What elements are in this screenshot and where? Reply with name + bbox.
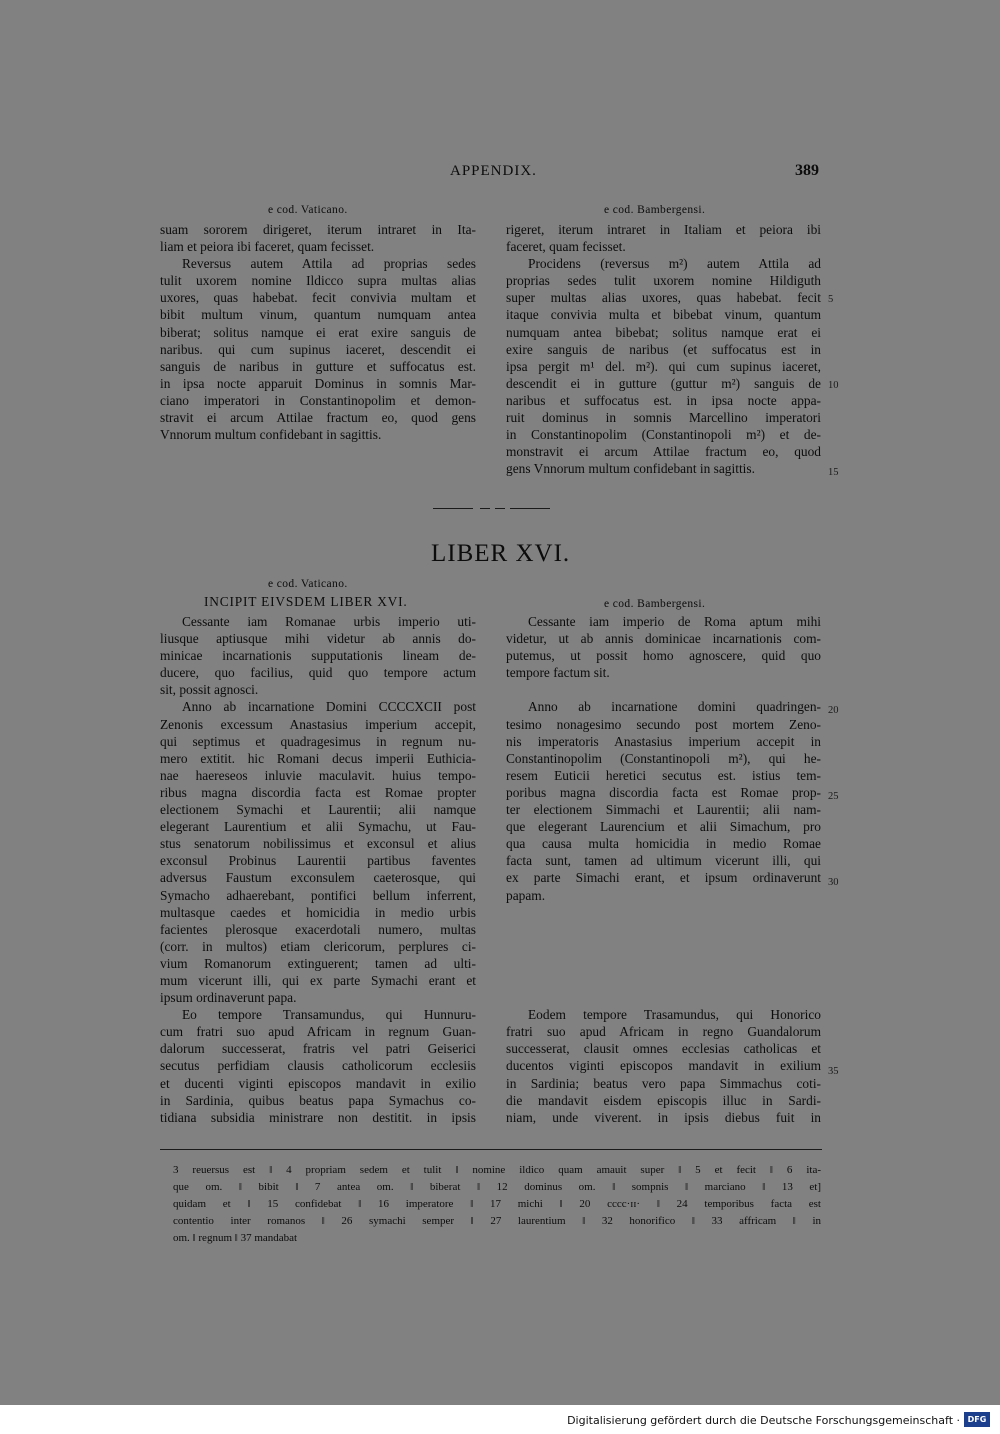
- text-line: qui septimus et quadragesimus in regnum nu-: [160, 733, 476, 749]
- text-line: Constantinopolim (Constantinopoli m²), qui he-: [506, 750, 821, 766]
- running-head: APPENDIX.: [450, 163, 537, 179]
- line-number: 10: [828, 380, 839, 391]
- text-line: sanguis de naribus in gutture et suffocatus est.: [160, 358, 476, 374]
- text-line: vium Romanorum extinguerent; tamen ad ulti-: [160, 955, 476, 971]
- text-line: stus senatorum nobilissimus et exconsul et alius: [160, 836, 476, 852]
- blank-line: [506, 904, 821, 921]
- text-line: dalorum successerat, fratris vel patri Geiserici: [160, 1041, 476, 1057]
- top-right-column: [506, 221, 821, 477]
- page-number: 389: [795, 162, 819, 179]
- line-number: 5: [828, 294, 834, 305]
- text-line: exire sanguis de naribus (et suffocatus est in: [506, 341, 821, 357]
- text-line: multasque caedes et homicidia in medio urbis: [160, 904, 476, 920]
- blank-line: [506, 972, 821, 989]
- text-line: sit, possit agnosci.: [160, 682, 259, 698]
- text-line: liam et peiora ibi faceret, quam fecisset.: [160, 239, 375, 255]
- apparatus-line: om. ‖ regnum ‖ 37 mandabat: [173, 1232, 298, 1244]
- text-line: Anno ab incarnatione domini quadringen-: [528, 699, 821, 715]
- text-line: electionem Symachi et Laurentii; alii namque: [160, 802, 476, 818]
- text-line: rigeret, iterum intraret in Italiam et peiora ibi: [506, 222, 821, 237]
- blank-line: [506, 955, 821, 972]
- text-line: Cessante iam Romanae urbis imperio uti-: [182, 614, 476, 629]
- text-line: tempore factum sit.: [506, 665, 610, 681]
- text-line: ducentos viginti episcopos mandavit in exilium: [506, 1058, 821, 1074]
- text-line: tulit uxorem nomine Ildicco supra multas alias: [160, 273, 476, 289]
- text-line: poribus magna discordia facta est Romae prop-: [506, 784, 821, 800]
- section-divider: [433, 508, 473, 509]
- text-line: faceret, quam fecisset.: [506, 239, 626, 255]
- text-line: ipsa pergit m¹ del. m²). qui cum supinus iaceret,: [506, 358, 821, 374]
- liber-left-source-label: e cod. Vaticano.: [268, 578, 348, 590]
- top-left-source-label: e cod. Vaticano.: [268, 204, 348, 216]
- top-left-column: [160, 221, 476, 443]
- text-line: cum fratri suo apud Africam in regnum Guan-: [160, 1024, 476, 1040]
- line-number: 35: [828, 1066, 839, 1077]
- text-line: Anno ab incarnatione Domini CCCCXCII post: [182, 699, 476, 715]
- text-line: naribus et suffocatus est. in ipsa nocte appa-: [506, 392, 821, 408]
- incipit-heading: INCIPIT EIVSDEM LIBER XVI.: [204, 594, 408, 609]
- text-line: tesimo nonagesimo secundo post mortem Zeno-: [506, 716, 821, 732]
- text-line: Procidens (reversus m²) autem Attila ad: [528, 256, 821, 272]
- text-line: Symacho adhaerebant, pontifici bellum inferrent,: [160, 887, 476, 903]
- text-line: resem Euticii heretici secutus est. istius tem-: [506, 767, 821, 783]
- text-line: putemus, ut possit homo agnoscere, quid quo: [506, 648, 821, 664]
- text-line: nae haereseos inluvie maculavit. huius tempo-: [160, 767, 476, 783]
- text-line: videtur, ut ab annis dominicae incarnationis com-: [506, 631, 821, 647]
- apparatus-line: 3 reuersus est ‖ 4 propriam sedem et tulit ‖ nomine ildico quam amauit super ‖ 5 et fecit ‖ 6 ita-: [173, 1164, 821, 1176]
- text-line: in Sardinia; beatus vero papa Simmachus coti-: [506, 1075, 821, 1091]
- text-line: elegerant Laurentium et alii Symachu, ut Fau-: [160, 819, 476, 835]
- text-line: ter electionem Simmachi et Laurentii; alii nam-: [506, 802, 821, 818]
- text-line: monstravit ei arcum Attilae fractum eo, quod: [506, 444, 821, 460]
- text-line: biberat; solitus namque ei erat exire sanguis de: [160, 324, 476, 340]
- apparatus-rule: [160, 1149, 822, 1150]
- text-line: ducere, quo facilius, quid quo tempore actum: [160, 665, 476, 681]
- section-divider: [510, 508, 550, 509]
- text-line: (corr. in multos) etiam clericorum, perplures ci-: [160, 938, 476, 954]
- text-line: bibit multum vinum, quantum numquam antea: [160, 307, 476, 323]
- book-title: LIBER XVI.: [431, 540, 571, 567]
- text-line: que elegerant Laurencium et alii Simachum, pro: [506, 819, 821, 835]
- text-line: fratri suo apud Africam in regno Guandalorum: [506, 1024, 821, 1040]
- text-line: facta sunt, tamen ad ultimum vicerunt illi, qui: [506, 853, 821, 869]
- liber-right-source-label: e cod. Bambergensi.: [604, 598, 706, 610]
- text-line: ipsum ordinaverunt papa.: [160, 990, 297, 1006]
- text-line: Eodem tempore Trasamundus, qui Honorico: [528, 1007, 821, 1023]
- text-line: tidiana subsidia ministrare non destitit. in ipsis: [160, 1109, 476, 1125]
- line-number: 15: [828, 467, 839, 478]
- top-right-source-label: e cod. Bambergensi.: [604, 204, 706, 216]
- text-line: exconsul Probinus Laurentii partibus faventes: [160, 853, 476, 869]
- text-line: stravit ei arcum Attilae fractum eo, quod gens: [160, 410, 476, 426]
- section-divider: [480, 508, 490, 509]
- footer-bar: [0, 1405, 1000, 1434]
- text-line: successerat, clausit omnes ecclesias catholicas et: [506, 1041, 821, 1057]
- bottom-left-column: [160, 613, 476, 1126]
- text-line: Eo tempore Transamundus, qui Hunnuru-: [182, 1007, 476, 1023]
- text-line: die mandavit eisdem episcopis illuc in Sardi-: [506, 1092, 821, 1108]
- text-line: minicae incarnationis supputationis lineam de-: [160, 648, 476, 664]
- bottom-right-column: [506, 613, 821, 1126]
- footer-credit: Digitalisierung gefördert durch die Deutsche Forschungsgemeinschaft ·: [567, 1414, 960, 1427]
- line-number: 30: [828, 877, 839, 888]
- line-number: 20: [828, 705, 839, 716]
- text-line: Reversus autem Attila ad proprias sedes: [182, 256, 476, 272]
- text-line: et ducenti viginti episcopos mandavit in exilio: [160, 1075, 476, 1091]
- text-line: numquam antea bibebat; solitus namque erat ei: [506, 324, 821, 340]
- text-line: facientes plerosque exacerdotali numero, multas: [160, 921, 476, 937]
- text-line: gens Vnnorum multum confidebant in sagittis.: [506, 461, 755, 477]
- text-line: Cessante iam imperio de Roma aptum mihi: [528, 614, 821, 629]
- text-line: suam sororem dirigeret, iterum intraret in Ita-: [160, 222, 476, 237]
- text-line: uxores, quas habebat. fecit convivia multam et: [160, 290, 476, 306]
- text-line: adversus Faustum exconsulem caeterosque, qui: [160, 870, 476, 886]
- text-line: qua causa multa homicidia in medio Romae: [506, 836, 821, 852]
- text-line: papam.: [506, 887, 546, 903]
- text-line: Vnnorum multum confidebant in sagittis.: [160, 427, 382, 443]
- blank-line: [506, 921, 821, 938]
- text-line: super multas alias uxores, quas habebat. fecit: [506, 290, 821, 306]
- apparatus-line: quidam et ‖ 15 confidebat ‖ 16 imperatore ‖ 17 michi ‖ 20 cccc·ɪɪ· ‖ 24 temporibus facta est: [173, 1198, 821, 1210]
- text-line: naribus. qui cum supinus iaceret, descendit ei: [160, 341, 476, 357]
- blank-line: [506, 938, 821, 955]
- text-line: Zenonis excessum Anastasius imperium accepit,: [160, 716, 476, 732]
- text-line: niam, unde viverent. in ipsis diebus fuit in: [506, 1109, 821, 1125]
- text-line: nis imperatoris Anastasius imperium accepit in: [506, 733, 821, 749]
- apparatus-line: que om. ‖ bibit ‖ 7 antea om. ‖ biberat ‖ 12 dominus om. ‖ sompnis ‖ marciano ‖ 13 et]: [173, 1181, 821, 1193]
- text-line: in ipsa nocte apparuit Dominus in somnis Mar-: [160, 375, 476, 391]
- text-line: ex parte Simachi erant, et ipsum ordinaverunt: [506, 870, 821, 886]
- text-line: ribus magna discordia facta est Romae propter: [160, 784, 476, 800]
- apparatus-line: contentio inter romanos ‖ 26 symachi semper ‖ 27 laurentium ‖ 32 honorifico ‖ 33 affricam ‖ in: [173, 1215, 821, 1227]
- text-line: descendit ei in gutture (guttur m²) sanguis de: [506, 375, 821, 391]
- section-divider: [495, 508, 505, 509]
- critical-apparatus: [173, 1162, 821, 1247]
- text-line: in Constantinopolim (Constantinopoli m²) et de-: [506, 427, 821, 443]
- line-number: 25: [828, 791, 839, 802]
- dfg-logo: DFG: [964, 1412, 990, 1427]
- text-line: ruit dominus in somnis Marcellino imperatori: [506, 410, 821, 426]
- text-line: mero extitit. hic Romani decus imperii Euthicia-: [160, 750, 476, 766]
- text-line: in Sardinia, quibus beatus papa Symachus co-: [160, 1092, 476, 1108]
- blank-line: [506, 989, 821, 1006]
- blank-line: [506, 681, 821, 698]
- text-line: secutus perfidiam clausis catholicorum ecclesiis: [160, 1058, 476, 1074]
- text-line: proprias sedes tulit uxorem nomine Hildiguth: [506, 273, 821, 289]
- text-line: liusque aptiusque mihi videtur ab annis do-: [160, 631, 476, 647]
- text-line: mum vicerunt illi, qui ex parte Symachi erant et: [160, 972, 476, 988]
- text-line: ciano imperatori in Constantinopolim et demon-: [160, 392, 476, 408]
- text-line: itaque convivia multa et bibebat vinum, quantum: [506, 307, 821, 323]
